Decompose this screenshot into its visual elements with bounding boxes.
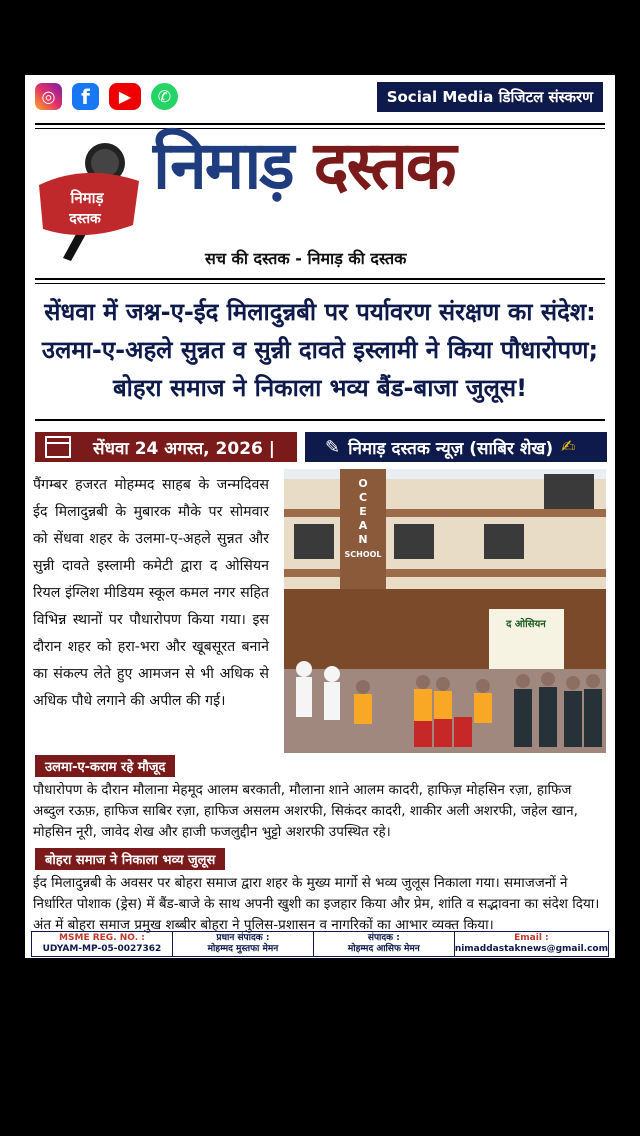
dateline-bar bbox=[35, 432, 297, 462]
whatsapp-icon[interactable]: ✆ bbox=[151, 83, 178, 110]
masthead bbox=[153, 127, 455, 204]
sign-letter-2: C bbox=[358, 491, 368, 504]
footer-email-link[interactable]: nimaddastaknews@gmail.com bbox=[454, 944, 608, 954]
headline-rule bbox=[35, 419, 605, 421]
calendar-icon bbox=[45, 436, 71, 458]
masthead-rule bbox=[35, 278, 605, 280]
sign-letter-5: N bbox=[358, 533, 368, 546]
byline: निमाड़ दस्तक न्यूज़ (साबिर शेख) bbox=[348, 438, 554, 459]
footer-msme bbox=[32, 932, 173, 956]
social-icons bbox=[35, 83, 178, 110]
masthead-rule-thin bbox=[35, 283, 605, 284]
top-rule bbox=[35, 123, 605, 125]
headline bbox=[37, 293, 603, 407]
footer-label: संपादक : bbox=[367, 933, 400, 943]
footer-value: UDYAM-MP-05-0027362 bbox=[42, 944, 162, 954]
footer-bar bbox=[31, 931, 609, 957]
newspaper-page bbox=[25, 75, 615, 958]
byline-bar bbox=[305, 432, 607, 462]
sign-school-word: SCHOOL bbox=[344, 550, 382, 559]
footer-editor bbox=[314, 932, 455, 956]
footer-label: प्रधान संपादक : bbox=[216, 933, 270, 943]
intro-paragraph: पैंगम्बर हजरत मोहम्मद साहब के जन्मदिवस ईद मिलादुन्नबी के मुबारक मौके पर सोमवार को सेंधवा शहर के उलमा-ए-अहले सुन्नत और सुन्नी दावते इस्लामी कमेटी द्वारा द ओसियन रियल इंग्लिश मीडियम स्कूल कमल नगर सहित विभिन्न स्थानों पर पौधारोपण किया गया। इस दौरान शहर को हरा-भरा और खूबसूरत बनाने का संकल्प लेते हुए आमजन से भी अधिक से अधिक पौधे लगाने की अपील की गई। bbox=[33, 477, 269, 709]
headline-line3: बोहरा समाज ने निकाला भव्य बैंड-बाजा जुलूस! bbox=[112, 374, 528, 402]
instagram-icon[interactable]: ◎ bbox=[35, 83, 62, 110]
photo-banner-text: द ओसियन bbox=[506, 619, 546, 630]
microphone-logo-icon bbox=[35, 133, 145, 263]
section1-text: पौधारोपण के दौरान मौलाना मेहमूद आलम बरकाती, मौलाना शाने आलम कादरी, हाफिज़ मोहसिन रज़ा, हाफिज अब्दुल रऊफ़, हाफिज साबिर रज़ा, हाफिज असलम अशरफी, सिकंदर कादरी, शाकीर अली अशरफी, जहेल खान, मोहसिन नूरी, जावेद शेख और हाजी फजलुद्दीन भुट्टो अशरफी उपस्थित रहे। bbox=[33, 782, 578, 840]
headline-line2: उलमा-ए-अहले सुन्नत व सुन्नी दावते इस्लामी ने किया पौधारोपण; bbox=[41, 336, 599, 364]
youtube-icon[interactable]: ▶ bbox=[109, 83, 141, 110]
footer-label: MSME REG. NO. : bbox=[59, 933, 145, 943]
section2-text: ईद मिलादुन्नबी के अवसर पर बोहरा समाज द्वारा शहर के मुख्य मार्गो से भव्य जुलूस निकाला गया। समाजजनों ने निर्धारित पोशाक (ड्रेस) में बैंड-बाजे के साथ अपनी खुशी का इजहार किया और प्रेम, शांति व सद्भावना का संदेश दिया। अंत में बोहरा समाज प्रमुख शब्बीर बोहरा ने पुलिस-प्रशासन व नागरिकों का आभार व्यक्त किया। bbox=[33, 875, 600, 933]
sign-letter-1: O bbox=[358, 477, 368, 490]
writing-hand-icon: ✍ bbox=[561, 437, 576, 457]
pen-icon: ✎ bbox=[325, 436, 341, 458]
logo-line1: निमाड़ bbox=[70, 189, 104, 207]
edition-badge: Social Media डिजिटल संस्करण bbox=[377, 82, 603, 112]
tagline: सच की दस्तक - निमाड़ की दस्तक bbox=[205, 249, 407, 268]
section2-title: बोहरा समाज ने निकाला भव्य जुलूस bbox=[35, 848, 225, 870]
sign-letter-4: A bbox=[358, 519, 368, 532]
footer-chief-editor bbox=[173, 932, 314, 956]
masthead-part1: निमाड़ bbox=[153, 127, 293, 204]
headline-line1: सेंधवा में जश्न-ए-ईद मिलादुन्नबी पर पर्यावरण संरक्षण का संदेश: bbox=[44, 298, 596, 326]
dateline: सेंधवा 24 अगस्त, 2026 | bbox=[93, 438, 275, 459]
sign-letter-3: E bbox=[359, 505, 367, 518]
masthead-part2: दस्तक bbox=[313, 127, 455, 204]
footer-label: Email : bbox=[514, 933, 549, 943]
news-photo bbox=[284, 469, 606, 753]
logo-line2: दस्तक bbox=[69, 211, 101, 227]
footer-value: मोहम्मद आसिफ मेमन bbox=[347, 944, 420, 954]
footer-email bbox=[455, 932, 608, 956]
footer-value: मोहम्मद मुस्तफा मेमन bbox=[207, 944, 279, 954]
section1-title: उलमा-ए-कराम रहे मौजूद bbox=[35, 755, 175, 777]
facebook-icon[interactable]: f bbox=[72, 83, 99, 110]
